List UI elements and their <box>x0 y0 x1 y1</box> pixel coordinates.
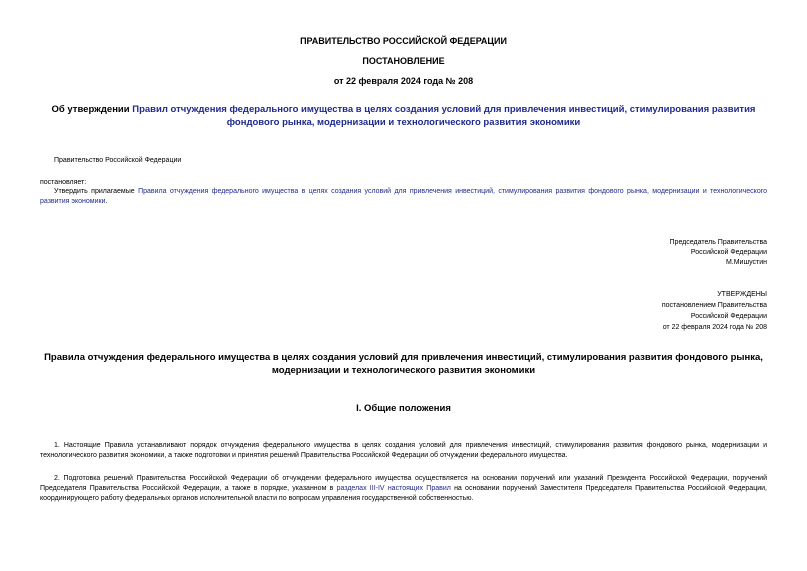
paragraph-1: 1. Настоящие Правила устанавливают порядок отчуждения федерального имущества в целях создания условий для привлечения инвестиций, стимулирования развития фондового рынка, модернизации и технологического развития экономики, а также подготовки и принятия решений Правительства Российской Федерации об отчуждении федерального имущества. <box>40 442 767 459</box>
approved-line3: Российской Федерации <box>690 313 767 320</box>
signature-block <box>467 238 767 268</box>
paragraph-2 <box>40 474 767 504</box>
subject-link[interactable]: Правил отчуждения федерального имущества в целях создания условий для привлечения инвестиций, стимулирования развития фондового рынка, модернизации и технологического развития экономики <box>132 104 756 128</box>
approve-clause <box>40 187 767 207</box>
paragraph-2-suffix: на основании поручений Заместителя Председателя Правительства Российской Федерации, координирующего работу федеральных органов исполнительной власти по вопросам управления государственной собственностью. <box>40 485 767 502</box>
paragraph-2-prefix: 2. Подготовка решений Правительства Российской Федерации об отчуждении федерального имущества осуществляется на основании поручений или указаний Президента Российской Федерации, поручений Председателя Правительства Российской Федерации, а также в порядке, указанном в <box>40 475 767 492</box>
approve-prefix: Утвердить прилагаемые <box>54 188 139 195</box>
issuer: Правительство Российской Федерации <box>54 157 182 164</box>
approved-line1: УТВЕРЖДЕНЫ <box>717 291 767 298</box>
approved-line2: постановлением Правительства <box>661 302 767 309</box>
signature-line3: М.Мишустин <box>725 259 767 266</box>
approve-link[interactable]: Правила отчуждения федерального имущества в целях создания условий для привлечения инвестиций, стимулирования развития фондового рынка, модернизации и технологического развития экономики <box>40 188 768 205</box>
subject-prefix: Об утверждении <box>51 104 133 115</box>
section-title: I. Общие положения <box>356 403 451 414</box>
signature-line1: Председатель Правительства <box>669 239 767 246</box>
approve-suffix: . <box>105 198 108 205</box>
doc-type-heading: ПОСТАНОВЛЕНИЕ <box>362 56 445 66</box>
approval-stamp <box>467 289 767 333</box>
date-number: от 22 февраля 2024 года № 208 <box>333 76 474 86</box>
subject-title <box>40 103 767 129</box>
rules-title: Правила отчуждения федерального имущества в целях создания условий для привлечения инвестиций, стимулирования развития фондового рынка, модернизации и технологического развития экономики <box>44 352 763 376</box>
government-heading: ПРАВИТЕЛЬСТВО РОССИЙСКОЙ ФЕДЕРАЦИИ <box>300 36 507 46</box>
resolves: постановляет: <box>40 179 87 186</box>
signature-line2: Российской Федерации <box>690 249 767 256</box>
approved-line4: от 22 февраля 2024 года № 208 <box>662 324 767 331</box>
paragraph-2-link[interactable]: разделах III-IV настоящих Правил <box>336 485 451 492</box>
